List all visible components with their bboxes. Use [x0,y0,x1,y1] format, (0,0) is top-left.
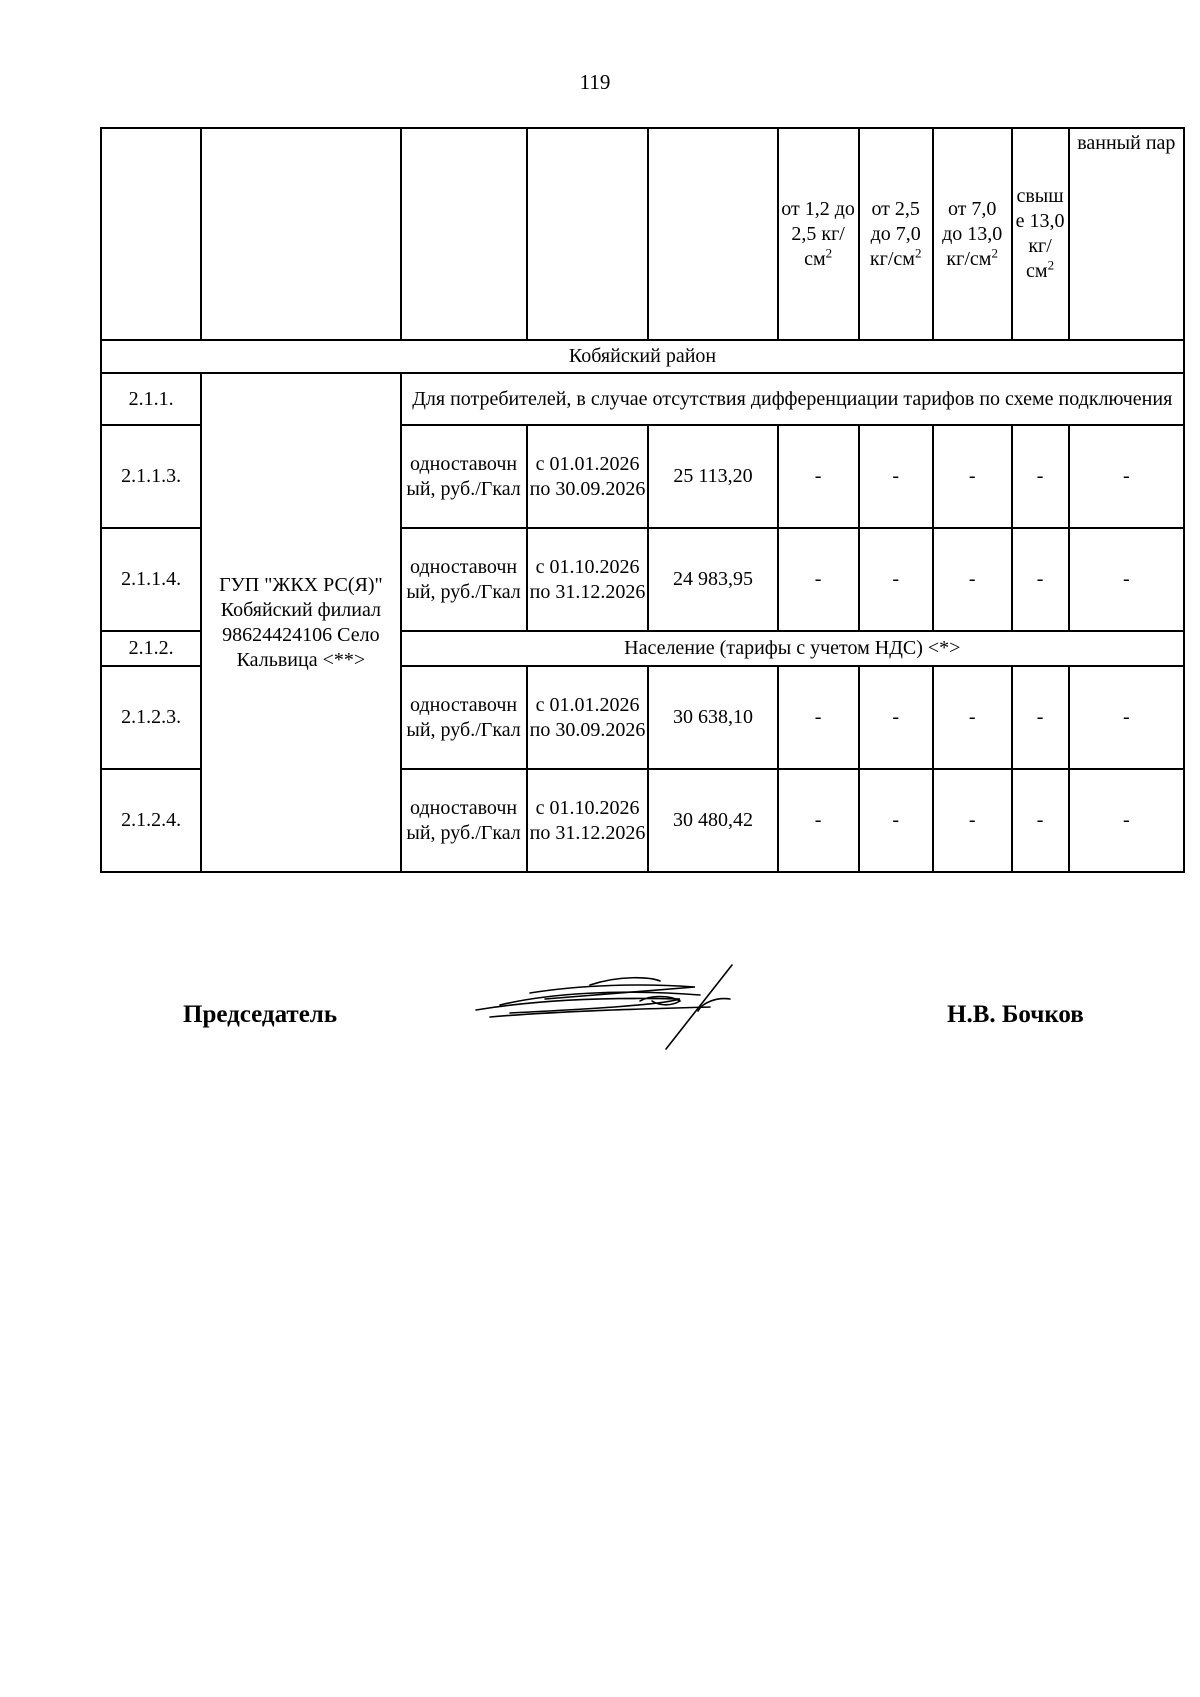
region-row [101,340,1184,373]
header-pressure-4: свыше 13,0 $кг/см^2$ [1012,128,1069,340]
row-number: 2.1.2.4. [101,769,201,872]
header-cell [101,128,201,340]
tariff-period: с 01.10.2026 по 31.12.2026 [527,769,649,872]
tariff-type: одноставочный, руб./Гкал [401,528,527,631]
pressure-2-value: - [859,769,933,872]
signatory-title: Председатель [183,1001,338,1028]
row-number: 2.1.1.4. [101,528,201,631]
pressure-3-value: - [933,528,1012,631]
group-number: 2.1.1. [101,373,201,425]
tariff-value: 30 480,42 [648,769,777,872]
pressure-4-value: - [1012,769,1069,872]
tariff-type: одноставочный, руб./Гкал [401,666,527,769]
pressure-4-value: - [1012,425,1069,528]
steam-value: - [1069,666,1184,769]
header-pressure-3: от 7,0 до 13,0 $кг/см^2$ [933,128,1012,340]
pressure-1-value: - [778,425,859,528]
pressure-1-value: - [778,528,859,631]
group-number: 2.1.2. [101,631,201,666]
pressure-1-value: - [778,666,859,769]
pressure-2-value: - [859,528,933,631]
organization-cell: ГУП "ЖКХ РС(Я)" Кобяйский филиал 98624424106 Село Кальвица <**> [201,373,400,872]
tariff-period: с 01.01.2026 по 30.09.2026 [527,425,649,528]
pressure-4-value: - [1012,528,1069,631]
steam-value: - [1069,425,1184,528]
header-cell [648,128,777,340]
pressure-1-value: - [778,769,859,872]
tariff-value: 30 638,10 [648,666,777,769]
pressure-4-value: - [1012,666,1069,769]
region-title: Кобяйский район [101,340,1184,373]
header-cell [527,128,649,340]
header-pressure-1: от 1,2 до 2,5 $кг/см^2$ [778,128,859,340]
header-cell [201,128,400,340]
header-steam: ванный пар [1069,128,1184,340]
pressure-3-value: - [933,769,1012,872]
row-number: 2.1.1.3. [101,425,201,528]
handwritten-signature [470,955,790,1055]
steam-value: - [1069,769,1184,872]
group-title: Население (тарифы с учетом НДС) <*> [401,631,1184,666]
pressure-2-value: - [859,666,933,769]
table-header-row [101,128,1184,340]
header-cell [401,128,527,340]
tariff-value: 25 113,20 [648,425,777,528]
row-number: 2.1.2.3. [101,666,201,769]
pressure-2-value: - [859,425,933,528]
page-number: 119 [579,70,611,94]
pressure-3-value: - [933,666,1012,769]
tariff-table [100,127,1185,873]
signatory-name: Н.В. Бочков [947,1001,1084,1028]
group-title: Для потребителей, в случае отсутствия дифференциации тарифов по схеме подключения [401,373,1184,425]
tariff-type: одноставочный, руб./Гкал [401,425,527,528]
tariff-period: с 01.01.2026 по 30.09.2026 [527,666,649,769]
header-pressure-2: от 2,5 до 7,0 $кг/см^2$ [859,128,933,340]
tariff-value: 24 983,95 [648,528,777,631]
group-row [101,373,1184,425]
pressure-3-value: - [933,425,1012,528]
tariff-period: с 01.10.2026 по 31.12.2026 [527,528,649,631]
tariff-type: одноставочный, руб./Гкал [401,769,527,872]
steam-value: - [1069,528,1184,631]
